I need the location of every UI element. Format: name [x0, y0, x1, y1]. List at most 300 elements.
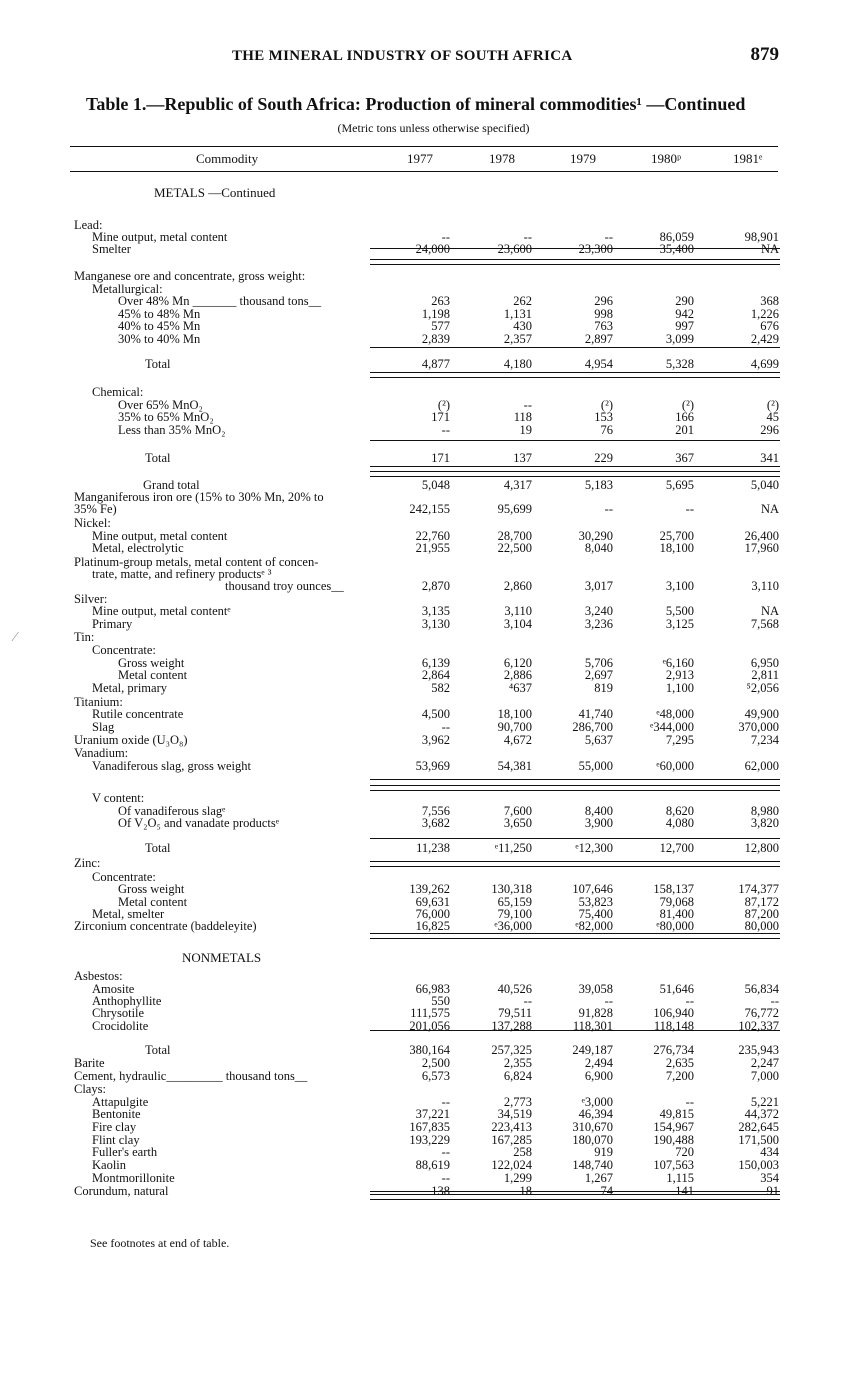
cell-1977: 582	[431, 681, 450, 695]
row-label: Cement, hydraulic_________ thousand tons__	[74, 1069, 308, 1083]
cell-1978: 167,285	[491, 1133, 532, 1147]
row-label: Metal, smelter	[92, 907, 165, 921]
cell-1978: 1,299	[503, 1171, 532, 1185]
cell-1978: 2,860	[503, 579, 532, 593]
table-row	[0, 951, 867, 964]
cell-1977: 4,500	[421, 707, 450, 721]
cell-1979: 91,828	[578, 1006, 613, 1020]
cell-1981: 676	[760, 319, 779, 333]
cell-1977: 66,983	[415, 982, 450, 996]
row-label: Uranium oxide (U₃O₈)	[74, 733, 188, 747]
cell-1977: 16,825	[415, 919, 450, 933]
row-label: NONMETALS	[182, 950, 262, 965]
cell-1980: 86,059	[659, 230, 694, 244]
cell-1978: ⁴637	[508, 681, 532, 695]
cell-1981: 102,337	[738, 1019, 779, 1033]
cell-1979: 2,697	[584, 668, 613, 682]
row-label: Concentrate:	[92, 643, 156, 657]
cell-1980: 8,620	[665, 804, 694, 818]
cell-1979: 229	[594, 451, 613, 465]
column-header-1977: 1977	[407, 151, 433, 166]
cell-1979: 153	[594, 410, 613, 424]
cell-1980: ᵉ344,000	[650, 720, 694, 734]
cell-1977: 167,835	[409, 1120, 450, 1134]
column-header-1980: 1980ᵖ	[651, 151, 682, 166]
cell-1981: 174,377	[738, 882, 779, 896]
cell-1977: 1,198	[421, 307, 450, 321]
cell-1979: 4,954	[584, 357, 613, 371]
double-rule	[370, 466, 780, 472]
row-label: Grand total	[143, 478, 200, 492]
row-label: Zirconium concentrate (baddeleyite)	[74, 919, 257, 933]
row-label: Less than 35% MnO₂	[118, 423, 226, 437]
cell-1981: 3,110	[751, 579, 779, 593]
table-title: Table 1.—Republic of South Africa: Production of mineral commodities¹ —Continued	[86, 94, 746, 114]
cell-1979: 5,637	[584, 733, 613, 747]
cell-1980: 201	[675, 423, 694, 437]
cell-1980: 367	[675, 451, 694, 465]
cell-1980: 81,400	[659, 907, 694, 921]
cell-1978: 430	[513, 319, 532, 333]
cell-1980: 2,913	[665, 668, 694, 682]
column-header-1981: 1981ᵉ	[733, 151, 763, 166]
cell-1977: 171	[431, 451, 450, 465]
cell-1977: 88,619	[415, 1158, 450, 1172]
cell-1979: 3,900	[584, 816, 613, 830]
table-row	[0, 358, 867, 371]
cell-1981: 2,811	[751, 668, 779, 682]
cell-1980: ᵉ48,000	[656, 707, 694, 721]
cell-1979: 76	[600, 423, 613, 437]
cell-1980: 190,488	[653, 1133, 694, 1147]
cell-1977: 193,229	[409, 1133, 450, 1147]
row-label: Primary	[92, 617, 133, 631]
double-rule	[370, 785, 780, 791]
cell-1980: 107,563	[653, 1158, 694, 1172]
cell-1981: 341	[760, 451, 779, 465]
cell-1978: 23,600	[497, 242, 532, 256]
row-label: Total	[145, 451, 171, 465]
row-label: Metallurgical:	[92, 282, 163, 296]
row-label: Flint clay	[92, 1133, 140, 1147]
row-label: Clays:	[74, 1082, 106, 1096]
cell-1978: 2,773	[503, 1095, 532, 1109]
page-header	[0, 44, 867, 72]
cell-1980: 7,295	[665, 733, 694, 747]
cell-1978: 1,131	[503, 307, 532, 321]
table-row	[0, 243, 867, 256]
cell-1981: (²)	[766, 398, 779, 412]
cell-1979: 148,740	[572, 1158, 613, 1172]
cell-1981: 91	[766, 1184, 779, 1198]
double-rule	[370, 372, 780, 378]
cell-1979: --	[604, 994, 613, 1008]
cell-1980: 18,100	[659, 541, 694, 555]
row-label: Metal content	[118, 895, 188, 909]
cell-1978: 130,318	[491, 882, 532, 896]
cell-1980: 3,099	[665, 332, 694, 346]
cell-1981: 7,568	[750, 617, 779, 631]
cell-1979: 6,900	[584, 1069, 613, 1083]
row-label: Vanadiferous slag, gross weight	[92, 759, 251, 773]
cell-1977: 2,870	[421, 579, 450, 593]
cell-1979: 8,400	[584, 804, 613, 818]
cell-1980: 997	[675, 319, 694, 333]
cell-1977: --	[441, 1171, 450, 1185]
cell-1979: 118,301	[572, 1019, 613, 1033]
cell-1978: 65,159	[497, 895, 532, 909]
total-rule	[370, 476, 780, 477]
row-label: Of V₂O₅ and vanadate productsᵉ	[118, 816, 279, 830]
cell-1981: 5,221	[750, 1095, 779, 1109]
cell-1980: 5,695	[665, 478, 694, 492]
table-row	[0, 333, 867, 346]
cell-1978: 2,355	[503, 1056, 532, 1070]
cell-1978: 137	[513, 451, 532, 465]
cell-1978: 95,699	[497, 502, 532, 516]
cell-1980: --	[685, 1095, 694, 1109]
cell-1978: 2,886	[503, 668, 532, 682]
cell-1978: 40,526	[497, 982, 532, 996]
cell-1977: 2,839	[421, 332, 450, 346]
cell-1981: 235,943	[738, 1043, 779, 1057]
row-label: Nickel:	[74, 516, 111, 530]
total-rule	[370, 1030, 780, 1031]
cell-1981: 44,372	[744, 1107, 779, 1121]
cell-1977: (²)	[437, 398, 450, 412]
cell-1979: 286,700	[572, 720, 613, 734]
cell-1980: ᵉ6,160	[662, 656, 694, 670]
cell-1978: 18	[519, 1184, 532, 1198]
cell-1977: 3,135	[421, 604, 450, 618]
table-row	[0, 842, 867, 855]
cell-1978: 2,357	[503, 332, 532, 346]
table-row	[0, 760, 867, 773]
row-label: V content:	[92, 791, 145, 805]
table-row	[0, 1070, 867, 1083]
cell-1978: 4,317	[503, 478, 532, 492]
cell-1981: 354	[760, 1171, 779, 1185]
total-rule	[370, 1191, 780, 1192]
row-label: Kaolin	[92, 1158, 127, 1172]
row-label: Of vanadiferous slagᵉ	[118, 804, 226, 818]
row-label: Asbestos:	[74, 969, 123, 983]
cell-1978: 28,700	[497, 529, 532, 543]
cell-1979: 30,290	[578, 529, 613, 543]
cell-1981: 6,950	[750, 656, 779, 670]
row-label: Metal, electrolytic	[92, 541, 184, 555]
row-label: Chemical:	[92, 385, 144, 399]
row-label: Chrysotile	[92, 1006, 145, 1020]
cell-1980: 79,068	[659, 895, 694, 909]
table-row	[0, 580, 867, 593]
cell-1977: 24,000	[415, 242, 450, 256]
cell-1981: 17,960	[744, 541, 779, 555]
row-label: Silver:	[74, 592, 108, 606]
table-row	[0, 708, 867, 721]
table-row	[0, 503, 867, 516]
cell-1977: 2,500	[421, 1056, 450, 1070]
row-label: Attapulgite	[92, 1095, 149, 1109]
cell-1979: 3,236	[584, 617, 613, 631]
cell-1981: 296	[760, 423, 779, 437]
cell-1980: 154,967	[653, 1120, 694, 1134]
cell-1977: 6,573	[421, 1069, 450, 1083]
cell-1979: 1,267	[584, 1171, 613, 1185]
page-number: 879	[750, 44, 779, 65]
cell-1981: 368	[760, 294, 779, 308]
row-label: Vanadium:	[74, 746, 129, 760]
column-header-1979: 1979	[570, 151, 596, 166]
cell-1977: 6,139	[421, 656, 450, 670]
cell-1980: 1,115	[666, 1171, 694, 1185]
cell-1978: --	[523, 994, 532, 1008]
cell-1980: 942	[675, 307, 694, 321]
cell-1977: 577	[431, 319, 450, 333]
row-label: Tin:	[74, 630, 95, 644]
cell-1980: ᵉ80,000	[656, 919, 694, 933]
cell-1979: 3,017	[584, 579, 613, 593]
cell-1979: 8,040	[584, 541, 613, 555]
double-rule	[370, 933, 780, 939]
cell-1981: 171,500	[738, 1133, 779, 1147]
cell-1980: 720	[675, 1145, 694, 1159]
cell-1977: 138	[431, 1184, 450, 1198]
cell-1979: --	[604, 230, 613, 244]
table-row	[0, 542, 867, 555]
row-label: Lead:	[74, 218, 103, 232]
cell-1981: 150,003	[738, 1158, 779, 1172]
cell-1978: 6,120	[503, 656, 532, 670]
cell-1979: 763	[594, 319, 613, 333]
cell-1979: 819	[594, 681, 613, 695]
row-label: Barite	[74, 1056, 105, 1070]
cell-1977: 76,000	[415, 907, 450, 921]
row-label: Titanium:	[74, 695, 123, 709]
cell-1978: 22,500	[497, 541, 532, 555]
cell-1977: 3,962	[421, 733, 450, 747]
cell-1977: 263	[431, 294, 450, 308]
table-row	[0, 186, 867, 199]
cell-1980: 118,148	[653, 1019, 694, 1033]
cell-1981: 45	[766, 410, 779, 424]
cell-1981: 2,247	[750, 1056, 779, 1070]
row-label: Mine output, metal content	[92, 230, 228, 244]
cell-1977: 5,048	[421, 478, 450, 492]
row-label: Mine output, metal contentᵉ	[92, 604, 231, 618]
cell-1978: 18,100	[497, 707, 532, 721]
cell-1978: 6,824	[503, 1069, 532, 1083]
table-row	[0, 817, 867, 830]
cell-1978: 90,700	[497, 720, 532, 734]
column-header-1978: 1978	[489, 151, 515, 166]
cell-1979: 53,823	[578, 895, 613, 909]
cell-1977: 4,877	[421, 357, 450, 371]
cell-1980: 49,815	[659, 1107, 694, 1121]
cell-1979: 41,740	[578, 707, 613, 721]
cell-1981: --	[770, 994, 779, 1008]
cell-1980: 1,100	[665, 681, 694, 695]
cell-1977: 171	[431, 410, 450, 424]
cell-1980: (²)	[681, 398, 694, 412]
cell-1978: 79,511	[498, 1006, 532, 1020]
cell-1978: 54,381	[497, 759, 532, 773]
cell-1978: --	[523, 398, 532, 412]
total-rule	[370, 248, 780, 249]
cell-1978: 3,110	[504, 604, 532, 618]
cell-1978: 262	[513, 294, 532, 308]
cell-1979: 23,300	[578, 242, 613, 256]
cell-1981: NA	[760, 242, 779, 256]
row-label: trate, matte, and refinery productsᵉ ³	[92, 567, 272, 581]
cell-1981: 3,820	[750, 816, 779, 830]
cell-1981: 4,699	[750, 357, 779, 371]
header-bottom-rule	[70, 171, 778, 172]
cell-1981: 62,000	[744, 759, 779, 773]
cell-1981: 98,901	[744, 230, 779, 244]
cell-1977: 550	[431, 994, 450, 1008]
units-note: (Metric tons unless otherwise specified)	[337, 121, 530, 135]
cell-1979: 919	[594, 1145, 613, 1159]
row-label: Smelter	[92, 242, 131, 256]
cell-1978: 118	[513, 410, 532, 424]
cell-1981: 56,834	[744, 982, 779, 996]
cell-1978: 34,519	[497, 1107, 532, 1121]
cell-1981: 26,400	[744, 529, 779, 543]
cell-1979: 5,706	[584, 656, 613, 670]
cell-1980: --	[685, 502, 694, 516]
cell-1980: 4,080	[665, 816, 694, 830]
cell-1977: 242,155	[409, 502, 450, 516]
running-title: THE MINERAL INDUSTRY OF SOUTH AFRICA	[232, 48, 573, 64]
cell-1977: --	[441, 1095, 450, 1109]
cell-1977: 201,056	[409, 1019, 450, 1033]
cell-1980: 106,940	[653, 1006, 694, 1020]
stray-pencil-mark: ⁄	[14, 630, 17, 645]
row-label: Manganese ore and concentrate, gross weight:	[74, 269, 306, 283]
cell-1979: 75,400	[578, 907, 613, 921]
cell-1979: 2,897	[584, 332, 613, 346]
cell-1977: 22,760	[415, 529, 450, 543]
cell-1977: 7,556	[421, 804, 450, 818]
row-label: 35% Fe)	[74, 502, 117, 516]
cell-1978: 19	[519, 423, 532, 437]
cell-1977: 380,164	[409, 1043, 450, 1057]
table-top-rule	[70, 146, 778, 147]
row-label: Total	[145, 841, 171, 855]
row-label: Slag	[92, 720, 115, 734]
total-rule	[370, 779, 780, 780]
cell-1977: 37,221	[415, 1107, 450, 1121]
cell-1979: ᵉ3,000	[581, 1095, 613, 1109]
table-row	[0, 682, 867, 695]
row-label: Mine output, metal content	[92, 529, 228, 543]
row-label: Gross weight	[118, 656, 185, 670]
cell-1981: NA	[760, 604, 779, 618]
cell-1980: 7,200	[665, 1069, 694, 1083]
cell-1981: 80,000	[744, 919, 779, 933]
cell-1980: 3,125	[665, 617, 694, 631]
cell-1980: 12,700	[659, 841, 694, 855]
row-label: Rutile concentrate	[92, 707, 184, 721]
cell-1978: ᵉ36,000	[494, 919, 532, 933]
row-label: Platinum-group metals, metal content of concen-	[74, 555, 319, 569]
cell-1980: --	[685, 994, 694, 1008]
row-label: Total	[145, 1043, 171, 1057]
row-label: 35% to 65% MnO₂	[118, 410, 214, 424]
cell-1978: 4,180	[503, 357, 532, 371]
cell-1979: ᵉ12,300	[575, 841, 613, 855]
row-label: Montmorillonite	[92, 1171, 175, 1185]
cell-1980: 3,100	[665, 579, 694, 593]
cell-1977: --	[441, 230, 450, 244]
cell-1979: 74	[600, 1184, 613, 1198]
double-rule	[370, 1194, 780, 1200]
cell-1977: 21,955	[415, 541, 450, 555]
row-label: Total	[145, 357, 171, 371]
cell-1979: 2,494	[584, 1056, 613, 1070]
cell-1981: 1,226	[750, 307, 779, 321]
table-row	[0, 734, 867, 747]
double-rule	[370, 861, 780, 867]
cell-1978: 257,325	[491, 1043, 532, 1057]
cell-1981: 2,429	[750, 332, 779, 346]
cell-1981: 87,200	[744, 907, 779, 921]
cell-1979: 249,187	[572, 1043, 613, 1057]
cell-1977: 139,262	[409, 882, 450, 896]
cell-1977: 3,682	[421, 816, 450, 830]
cell-1978: --	[523, 230, 532, 244]
cell-1977: 53,969	[415, 759, 450, 773]
total-rule	[370, 347, 780, 348]
cell-1979: 55,000	[578, 759, 613, 773]
row-label: thousand troy ounces__	[225, 579, 344, 593]
cell-1977: --	[441, 423, 450, 437]
cell-1977: 2,864	[421, 668, 450, 682]
table-row	[0, 452, 867, 465]
cell-1981: 87,172	[744, 895, 779, 909]
cell-1977: 3,130	[421, 617, 450, 631]
cell-1979: 180,070	[572, 1133, 613, 1147]
table-row	[0, 1020, 867, 1033]
double-rule	[370, 259, 780, 265]
cell-1978: 3,104	[503, 617, 532, 631]
cell-1979: 5,183	[584, 478, 613, 492]
cell-1977: --	[441, 720, 450, 734]
cell-1977: 69,631	[415, 895, 450, 909]
column-header-commodity: Commodity	[196, 151, 259, 166]
cell-1979: 296	[594, 294, 613, 308]
cell-1981: 7,234	[750, 733, 779, 747]
cell-1980: 51,646	[659, 982, 694, 996]
cell-1979: 107,646	[572, 882, 613, 896]
cell-1981: 5,040	[750, 478, 779, 492]
table-row	[0, 424, 867, 437]
row-label: 30% to 40% Mn	[118, 332, 201, 346]
row-label: Over 65% MnO₂	[118, 398, 203, 412]
cell-1981: 49,900	[744, 707, 779, 721]
cell-1980: 166	[675, 410, 694, 424]
row-label: Over 48% Mn _______ thousand tons__	[118, 294, 322, 308]
cell-1977: 11,238	[416, 841, 450, 855]
cell-1981: 282,645	[738, 1120, 779, 1134]
cell-1980: 141	[675, 1184, 694, 1198]
row-label: 45% to 48% Mn	[118, 307, 201, 321]
cell-1981: 7,000	[750, 1069, 779, 1083]
row-label: Anthophyllite	[92, 994, 162, 1008]
footnote: See footnotes at end of table.	[90, 1236, 230, 1250]
cell-1978: 7,600	[503, 804, 532, 818]
